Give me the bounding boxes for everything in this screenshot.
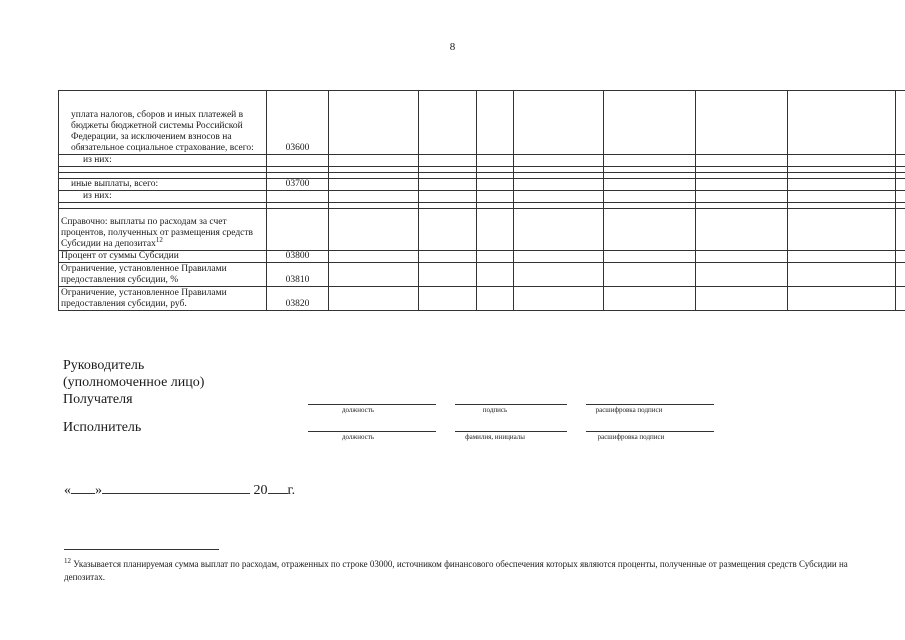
date-line [64, 481, 295, 499]
table-row [59, 91, 905, 155]
value-cell [514, 179, 604, 191]
year-blank [268, 481, 288, 494]
value-cell [696, 155, 788, 167]
value-cell [788, 91, 896, 155]
table-row [59, 287, 905, 311]
value-cell [788, 155, 896, 167]
value-cell [896, 155, 905, 167]
value-cell [604, 191, 696, 203]
executor-decryption-caption: расшифровка подписи [597, 433, 665, 441]
position-caption: должность [341, 406, 375, 414]
value-cell [477, 263, 514, 287]
recipient-label: Получателя [63, 392, 133, 407]
value-cell [329, 263, 419, 287]
signature-caption: подпись [482, 406, 508, 414]
value-cell [419, 209, 477, 251]
row-label: Ограничение, установленное Правилами предоставления субсидии, руб. [59, 287, 267, 311]
row-code: 03810 [267, 263, 329, 287]
value-cell [514, 191, 604, 203]
row-code: 03700 [267, 179, 329, 191]
value-cell [419, 179, 477, 191]
value-cell [696, 287, 788, 311]
value-cell [329, 91, 419, 155]
name-signature-line [586, 404, 714, 405]
footnote [64, 555, 854, 584]
value-cell [514, 91, 604, 155]
value-cell [477, 209, 514, 251]
table-row [59, 191, 905, 203]
date-open-quote: « [64, 483, 71, 498]
value-cell [419, 287, 477, 311]
value-cell [788, 209, 896, 251]
row-label: Справочно: выплаты по расходам за счет процентов, полученных от размещения средств Субсидии на депозитах$^{12}$ [59, 209, 267, 251]
value-cell [514, 209, 604, 251]
value-cell [696, 179, 788, 191]
value-cell [477, 179, 514, 191]
value-cell [419, 263, 477, 287]
table-row [59, 251, 905, 263]
value-cell [477, 191, 514, 203]
head-title: Руководитель [63, 358, 145, 373]
value-cell [329, 287, 419, 311]
footnote-text: Указывается планируемая сумма выплат по расходам, отраженных по строке 03000, источником финансового обеспечения которых являются проценты, полученные от размещения средств Субсидии на депозитах. [64, 559, 848, 582]
executor-name-line [455, 431, 567, 432]
value-cell [477, 155, 514, 167]
value-cell [896, 191, 905, 203]
value-cell [604, 263, 696, 287]
value-cell [329, 179, 419, 191]
value-cell [419, 191, 477, 203]
row-code: 03800 [267, 251, 329, 263]
row-code [267, 191, 329, 203]
executor-name-caption: фамилия, инициалы [465, 433, 525, 441]
value-cell [604, 287, 696, 311]
value-cell [329, 209, 419, 251]
value-cell [419, 155, 477, 167]
subsidy-report-table [58, 90, 905, 311]
value-cell [604, 209, 696, 251]
signature-line [455, 404, 567, 405]
day-blank [71, 481, 95, 494]
value-cell [329, 155, 419, 167]
row-code [267, 209, 329, 251]
value-cell [788, 287, 896, 311]
date-close-quote: » [95, 483, 102, 498]
row-label: из них: [59, 155, 267, 167]
footnote-mark: 12 [64, 557, 71, 565]
value-cell [419, 91, 477, 155]
executor-position-line [308, 431, 436, 432]
value-cell [477, 251, 514, 263]
value-cell [604, 91, 696, 155]
value-cell [514, 251, 604, 263]
row-label: уплата налогов, сборов и иных платежей в бюджеты бюджетной системы Российской Федерации, за исключением взносов на обязательное социальное страхование, всего: [59, 91, 267, 155]
value-cell [896, 263, 905, 287]
executor-label: Исполнитель [63, 420, 142, 435]
footnote-mark: 12 [155, 235, 163, 244]
value-cell [788, 263, 896, 287]
value-cell [329, 191, 419, 203]
value-cell [788, 179, 896, 191]
value-cell [329, 251, 419, 263]
value-cell [896, 179, 905, 191]
executor-position-caption: должность [341, 433, 375, 441]
value-cell [419, 251, 477, 263]
table-row [59, 209, 905, 251]
value-cell [514, 287, 604, 311]
value-cell [477, 91, 514, 155]
row-code: 03600 [267, 91, 329, 155]
row-label: Ограничение, установленное Правилами предоставления субсидии, % [59, 263, 267, 287]
value-cell [696, 263, 788, 287]
row-code [267, 155, 329, 167]
executor-signature-line [586, 431, 714, 432]
value-cell [696, 191, 788, 203]
value-cell [788, 251, 896, 263]
row-label: Процент от суммы Субсидии [59, 251, 267, 263]
value-cell [896, 251, 905, 263]
position-signature-line [308, 404, 436, 405]
table-row [59, 263, 905, 287]
value-cell [477, 287, 514, 311]
year-prefix: 20 [253, 483, 268, 498]
value-cell [514, 155, 604, 167]
row-label: из них: [59, 191, 267, 203]
head-subtitle: (уполномоченное лицо) [63, 375, 205, 390]
row-code: 03820 [267, 287, 329, 311]
table-row [59, 155, 905, 167]
page-number: 8 [449, 41, 456, 53]
month-blank [102, 481, 250, 494]
value-cell [604, 179, 696, 191]
row-label: иные выплаты, всего: [59, 179, 267, 191]
table-row [59, 179, 905, 191]
footnote-separator [64, 549, 219, 550]
value-cell [696, 251, 788, 263]
year-suffix: г. [287, 483, 296, 498]
name-decryption-caption: расшифровка подписи [595, 406, 663, 414]
value-cell [896, 209, 905, 251]
value-cell [788, 191, 896, 203]
value-cell [514, 263, 604, 287]
value-cell [696, 209, 788, 251]
value-cell [896, 287, 905, 311]
value-cell [604, 155, 696, 167]
value-cell [696, 91, 788, 155]
value-cell [604, 251, 696, 263]
value-cell [896, 91, 905, 155]
